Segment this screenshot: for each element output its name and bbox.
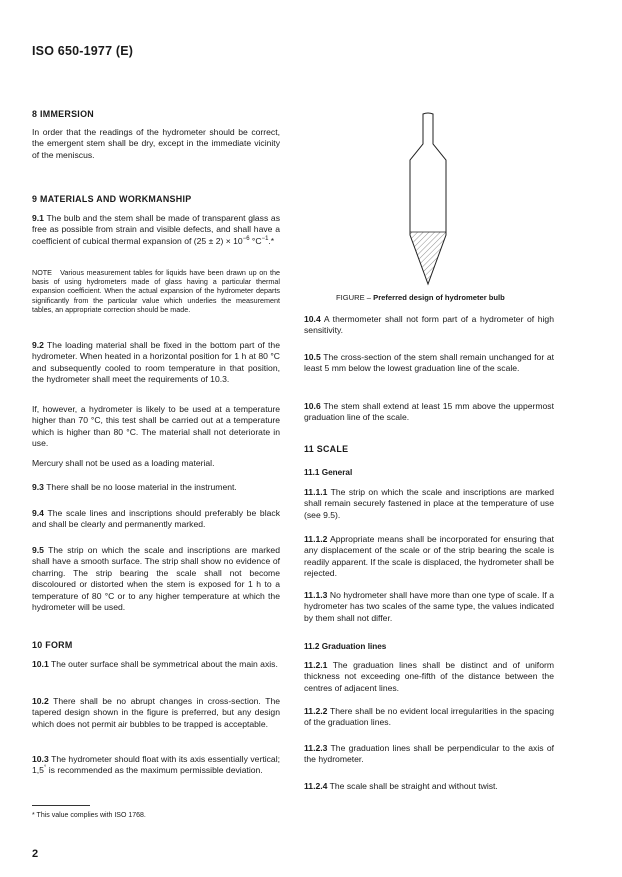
- paragraph-9-1: 9.1 The bulb and the stem shall be made of transparent glass as free as possible from strain and visible defects, and shall have a coefficient of cubical thermal expansion of $(25 \pm 2) \times 10^{-6}$ $^\circ C^{-1}.*$: [32, 213, 280, 246]
- paragraph-11-1-2: 11.1.2 Appropriate means shall be incorporated for ensuring that any displacement of the scale or of the strip bearing the scale is readily apparent. If the scale is displaced, the hydrometer shall be rejected.: [304, 534, 554, 579]
- note-9-1: NOTE Various measurement tables for liquids have been drawn up on the basis of using hydrometers made of glass having a particular thermal expansion coefficient. When the actual expansion of the hydrometer departs significantly from the particular value which underlies the measurement tables, an appropriate correction should be made.: [32, 268, 280, 314]
- paragraph-10-6: 10.6 The stem shall extend at least 15 mm above the uppermost graduation line of the scale.: [304, 401, 554, 423]
- subsection-11-2-heading: 11.2 Graduation lines: [304, 642, 387, 651]
- footnote-rule: [32, 805, 90, 806]
- hydrometer-bulb-hatching: [410, 232, 446, 284]
- paragraph-9-2-b: If, however, a hydrometer is likely to be used at a temperature higher than 70 °C, this test shall be carried out at a temperature which is higher than 80 °C. The material shall not deteriorate in use.: [32, 404, 280, 449]
- paragraph-11-1-1: 11.1.1 The strip on which the scale and inscriptions are marked shall remain securely fastened in place at the temperature of use (see 9.5).: [304, 487, 554, 520]
- figure-caption: FIGURE – Preferred design of hydrometer bulb: [336, 293, 505, 302]
- paragraph-10-5: 10.5 The cross-section of the stem shall remain unchanged for at least 5 mm below the lowest graduation line of the scale.: [304, 352, 555, 374]
- paragraph-10-1: 10.1 The outer surface shall be symmetrical about the main axis.: [32, 659, 278, 669]
- document-header: ISO 650-1977 (E): [32, 44, 134, 58]
- footnote: * This value complies with ISO 1768.: [32, 812, 146, 819]
- section-8-text: In order that the readings of the hydrometer should be correct, the emergent stem shall be dry, except in the immediate vicinity of the meniscus.: [32, 127, 280, 160]
- section-10-heading: 10 FORM: [32, 640, 73, 650]
- hydrometer-bulb-figure: [396, 112, 460, 292]
- section-9-heading: 9 MATERIALS AND WORKMANSHIP: [32, 194, 192, 204]
- paragraph-9-5: 9.5 The strip on which the scale and inscriptions are marked shall have a smooth surface. The strip shall show no evidence of charring. The strip bearing the scale shall not become discoloured or distorted when the stem is exposed for 1 h to a temperature of 80 °C or to any higher temperature at which the hydrometer will be used.: [32, 545, 280, 613]
- paragraph-10-2: 10.2 There shall be no abrupt changes in cross-section. The tapered design shown in the figure is preferred, but any design which does not permit air bubbles to be trapped is acceptable.: [32, 696, 280, 729]
- paragraph-10-3: 10.3 The hydrometer should float with its axis essentially vertical; 1,5° is recommended as the maximum permissible deviation.: [32, 754, 280, 776]
- paragraph-10-4: 10.4 A thermometer shall not form part of a hydrometer of high sensitivity.: [304, 314, 554, 336]
- paragraph-9-2: 9.2 The loading material shall be fixed in the bottom part of the hydrometer. When heated in a horizontal position for 1 h at 80 °C and subsequently cooled to room temperature in that position, the hydrometer shall meet the requirements of 10.3.: [32, 340, 280, 385]
- subsection-11-1-heading: 11.1 General: [304, 468, 353, 477]
- paragraph-9-2-c: Mercury shall not be used as a loading material.: [32, 458, 215, 468]
- page-number: 2: [32, 848, 39, 860]
- paragraph-11-1-3: 11.1.3 No hydrometer shall have more than one type of scale. If a hydrometer has two scales of the same type, the values indicated by them shall not differ.: [304, 590, 554, 623]
- section-11-heading: 11 SCALE: [304, 444, 349, 454]
- paragraph-9-4: 9.4 The scale lines and inscriptions should preferably be black and shall be clearly and permanently marked.: [32, 508, 280, 530]
- section-8-heading: 8 IMMERSION: [32, 109, 94, 119]
- paragraph-11-2-1: 11.2.1 The graduation lines shall be distinct and of uniform thickness not exceeding one-fifth of the distance between the centres of adjacent lines.: [304, 660, 554, 693]
- paragraph-11-2-4: 11.2.4 The scale shall be straight and without twist.: [304, 781, 498, 791]
- paragraph-11-2-2: 11.2.2 There shall be no evident local irregularities in the spacing of the graduation lines.: [304, 706, 555, 728]
- paragraph-9-3: 9.3 There shall be no loose material in the instrument.: [32, 482, 237, 492]
- paragraph-11-2-3: 11.2.3 The graduation lines shall be perpendicular to the axis of the hydrometer.: [304, 743, 554, 765]
